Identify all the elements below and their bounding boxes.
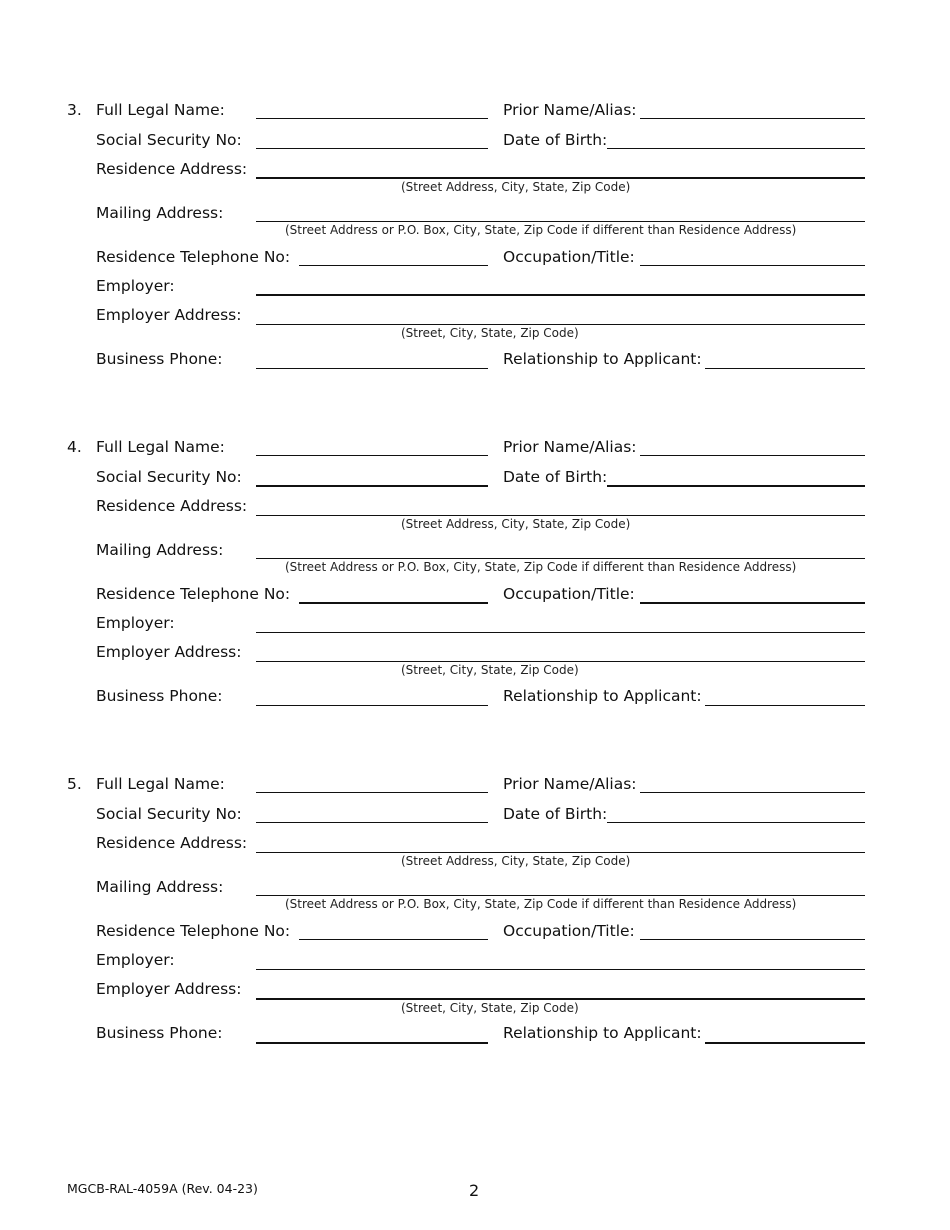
residence-telephone-no-label: Residence Telephone No: [96, 248, 291, 266]
mailing-address-field[interactable] [256, 221, 865, 222]
employer-label: Employer: [96, 277, 175, 295]
social-security-no-label: Social Security No: [96, 468, 242, 486]
employer-field[interactable] [256, 632, 865, 633]
employer-field[interactable] [256, 294, 865, 296]
mailing-address-field[interactable] [256, 895, 865, 896]
residence-address-field[interactable] [256, 177, 865, 179]
prior-name-alias-field[interactable] [640, 118, 865, 119]
employer-address-field[interactable] [256, 324, 865, 325]
full-legal-name-label: Full Legal Name: [96, 438, 225, 456]
social-security-no-field[interactable] [256, 485, 488, 487]
date-of-birth-label: Date of Birth: [503, 805, 608, 823]
residence-telephone-no-field[interactable] [299, 602, 488, 604]
date-of-birth-field[interactable] [607, 485, 865, 487]
employer-address-label: Employer Address: [96, 643, 242, 661]
prior-name-alias-label: Prior Name/Alias: [503, 438, 637, 456]
date-of-birth-field[interactable] [607, 148, 865, 149]
person-section-3 [0, 0, 950, 368]
residence-address-hint: (Street Address, City, State, Zip Code) [401, 180, 631, 194]
residence-telephone-no-label: Residence Telephone No: [96, 585, 291, 603]
relationship-to-applicant-label: Relationship to Applicant: [503, 350, 702, 368]
mailing-address-hint: (Street Address or P.O. Box, City, State, Zip Code if different than Residence Address) [285, 897, 797, 911]
mailing-address-label: Mailing Address: [96, 878, 224, 896]
residence-address-label: Residence Address: [96, 160, 248, 178]
employer-address-field[interactable] [256, 998, 865, 1000]
business-phone-label: Business Phone: [96, 350, 223, 368]
date-of-birth-field[interactable] [607, 822, 865, 823]
residence-address-label: Residence Address: [96, 834, 248, 852]
mailing-address-label: Mailing Address: [96, 204, 224, 222]
employer-field[interactable] [256, 969, 865, 970]
prior-name-alias-field[interactable] [640, 792, 865, 793]
occupation-title-label: Occupation/Title: [503, 585, 635, 603]
social-security-no-label: Social Security No: [96, 131, 242, 149]
person-section-4 [0, 337, 950, 705]
employer-label: Employer: [96, 614, 175, 632]
mailing-address-label: Mailing Address: [96, 541, 224, 559]
employer-address-hint: (Street, City, State, Zip Code) [401, 663, 579, 677]
occupation-title-field[interactable] [640, 265, 865, 266]
residence-address-label: Residence Address: [96, 497, 248, 515]
full-legal-name-field[interactable] [256, 792, 488, 793]
mailing-address-hint: (Street Address or P.O. Box, City, State, Zip Code if different than Residence Address) [285, 560, 797, 574]
mailing-address-field[interactable] [256, 558, 865, 559]
residence-telephone-no-field[interactable] [299, 939, 488, 940]
residence-telephone-no-field[interactable] [299, 265, 488, 266]
business-phone-label: Business Phone: [96, 687, 223, 705]
residence-address-field[interactable] [256, 852, 865, 853]
employer-address-hint: (Street, City, State, Zip Code) [401, 326, 579, 340]
date-of-birth-label: Date of Birth: [503, 131, 608, 149]
occupation-title-label: Occupation/Title: [503, 922, 635, 940]
section-number: 5. [67, 775, 82, 793]
date-of-birth-label: Date of Birth: [503, 468, 608, 486]
business-phone-label: Business Phone: [96, 1024, 223, 1042]
full-legal-name-field[interactable] [256, 455, 488, 456]
prior-name-alias-label: Prior Name/Alias: [503, 775, 637, 793]
page-number: 2 [469, 1181, 480, 1200]
residence-telephone-no-label: Residence Telephone No: [96, 922, 291, 940]
employer-address-field[interactable] [256, 661, 865, 662]
social-security-no-field[interactable] [256, 822, 488, 823]
relationship-to-applicant-label: Relationship to Applicant: [503, 687, 702, 705]
social-security-no-label: Social Security No: [96, 805, 242, 823]
relationship-to-applicant-label: Relationship to Applicant: [503, 1024, 702, 1042]
occupation-title-field[interactable] [640, 939, 865, 940]
full-legal-name-field[interactable] [256, 118, 488, 119]
employer-address-label: Employer Address: [96, 306, 242, 324]
full-legal-name-label: Full Legal Name: [96, 775, 225, 793]
section-number: 3. [67, 101, 82, 119]
employer-label: Employer: [96, 951, 175, 969]
residence-address-hint: (Street Address, City, State, Zip Code) [401, 854, 631, 868]
form-id: MGCB-RAL-4059A (Rev. 04-23) [67, 1181, 258, 1196]
person-section-5 [0, 674, 950, 1042]
mailing-address-hint: (Street Address or P.O. Box, City, State, Zip Code if different than Residence Address) [285, 223, 797, 237]
prior-name-alias-label: Prior Name/Alias: [503, 101, 637, 119]
business-phone-field[interactable] [256, 1042, 488, 1044]
employer-address-hint: (Street, City, State, Zip Code) [401, 1001, 579, 1015]
residence-address-field[interactable] [256, 515, 865, 516]
occupation-title-field[interactable] [640, 602, 865, 604]
prior-name-alias-field[interactable] [640, 455, 865, 456]
residence-address-hint: (Street Address, City, State, Zip Code) [401, 517, 631, 531]
full-legal-name-label: Full Legal Name: [96, 101, 225, 119]
occupation-title-label: Occupation/Title: [503, 248, 635, 266]
employer-address-label: Employer Address: [96, 980, 242, 998]
section-number: 4. [67, 438, 82, 456]
relationship-to-applicant-field[interactable] [705, 1042, 865, 1044]
social-security-no-field[interactable] [256, 148, 488, 149]
